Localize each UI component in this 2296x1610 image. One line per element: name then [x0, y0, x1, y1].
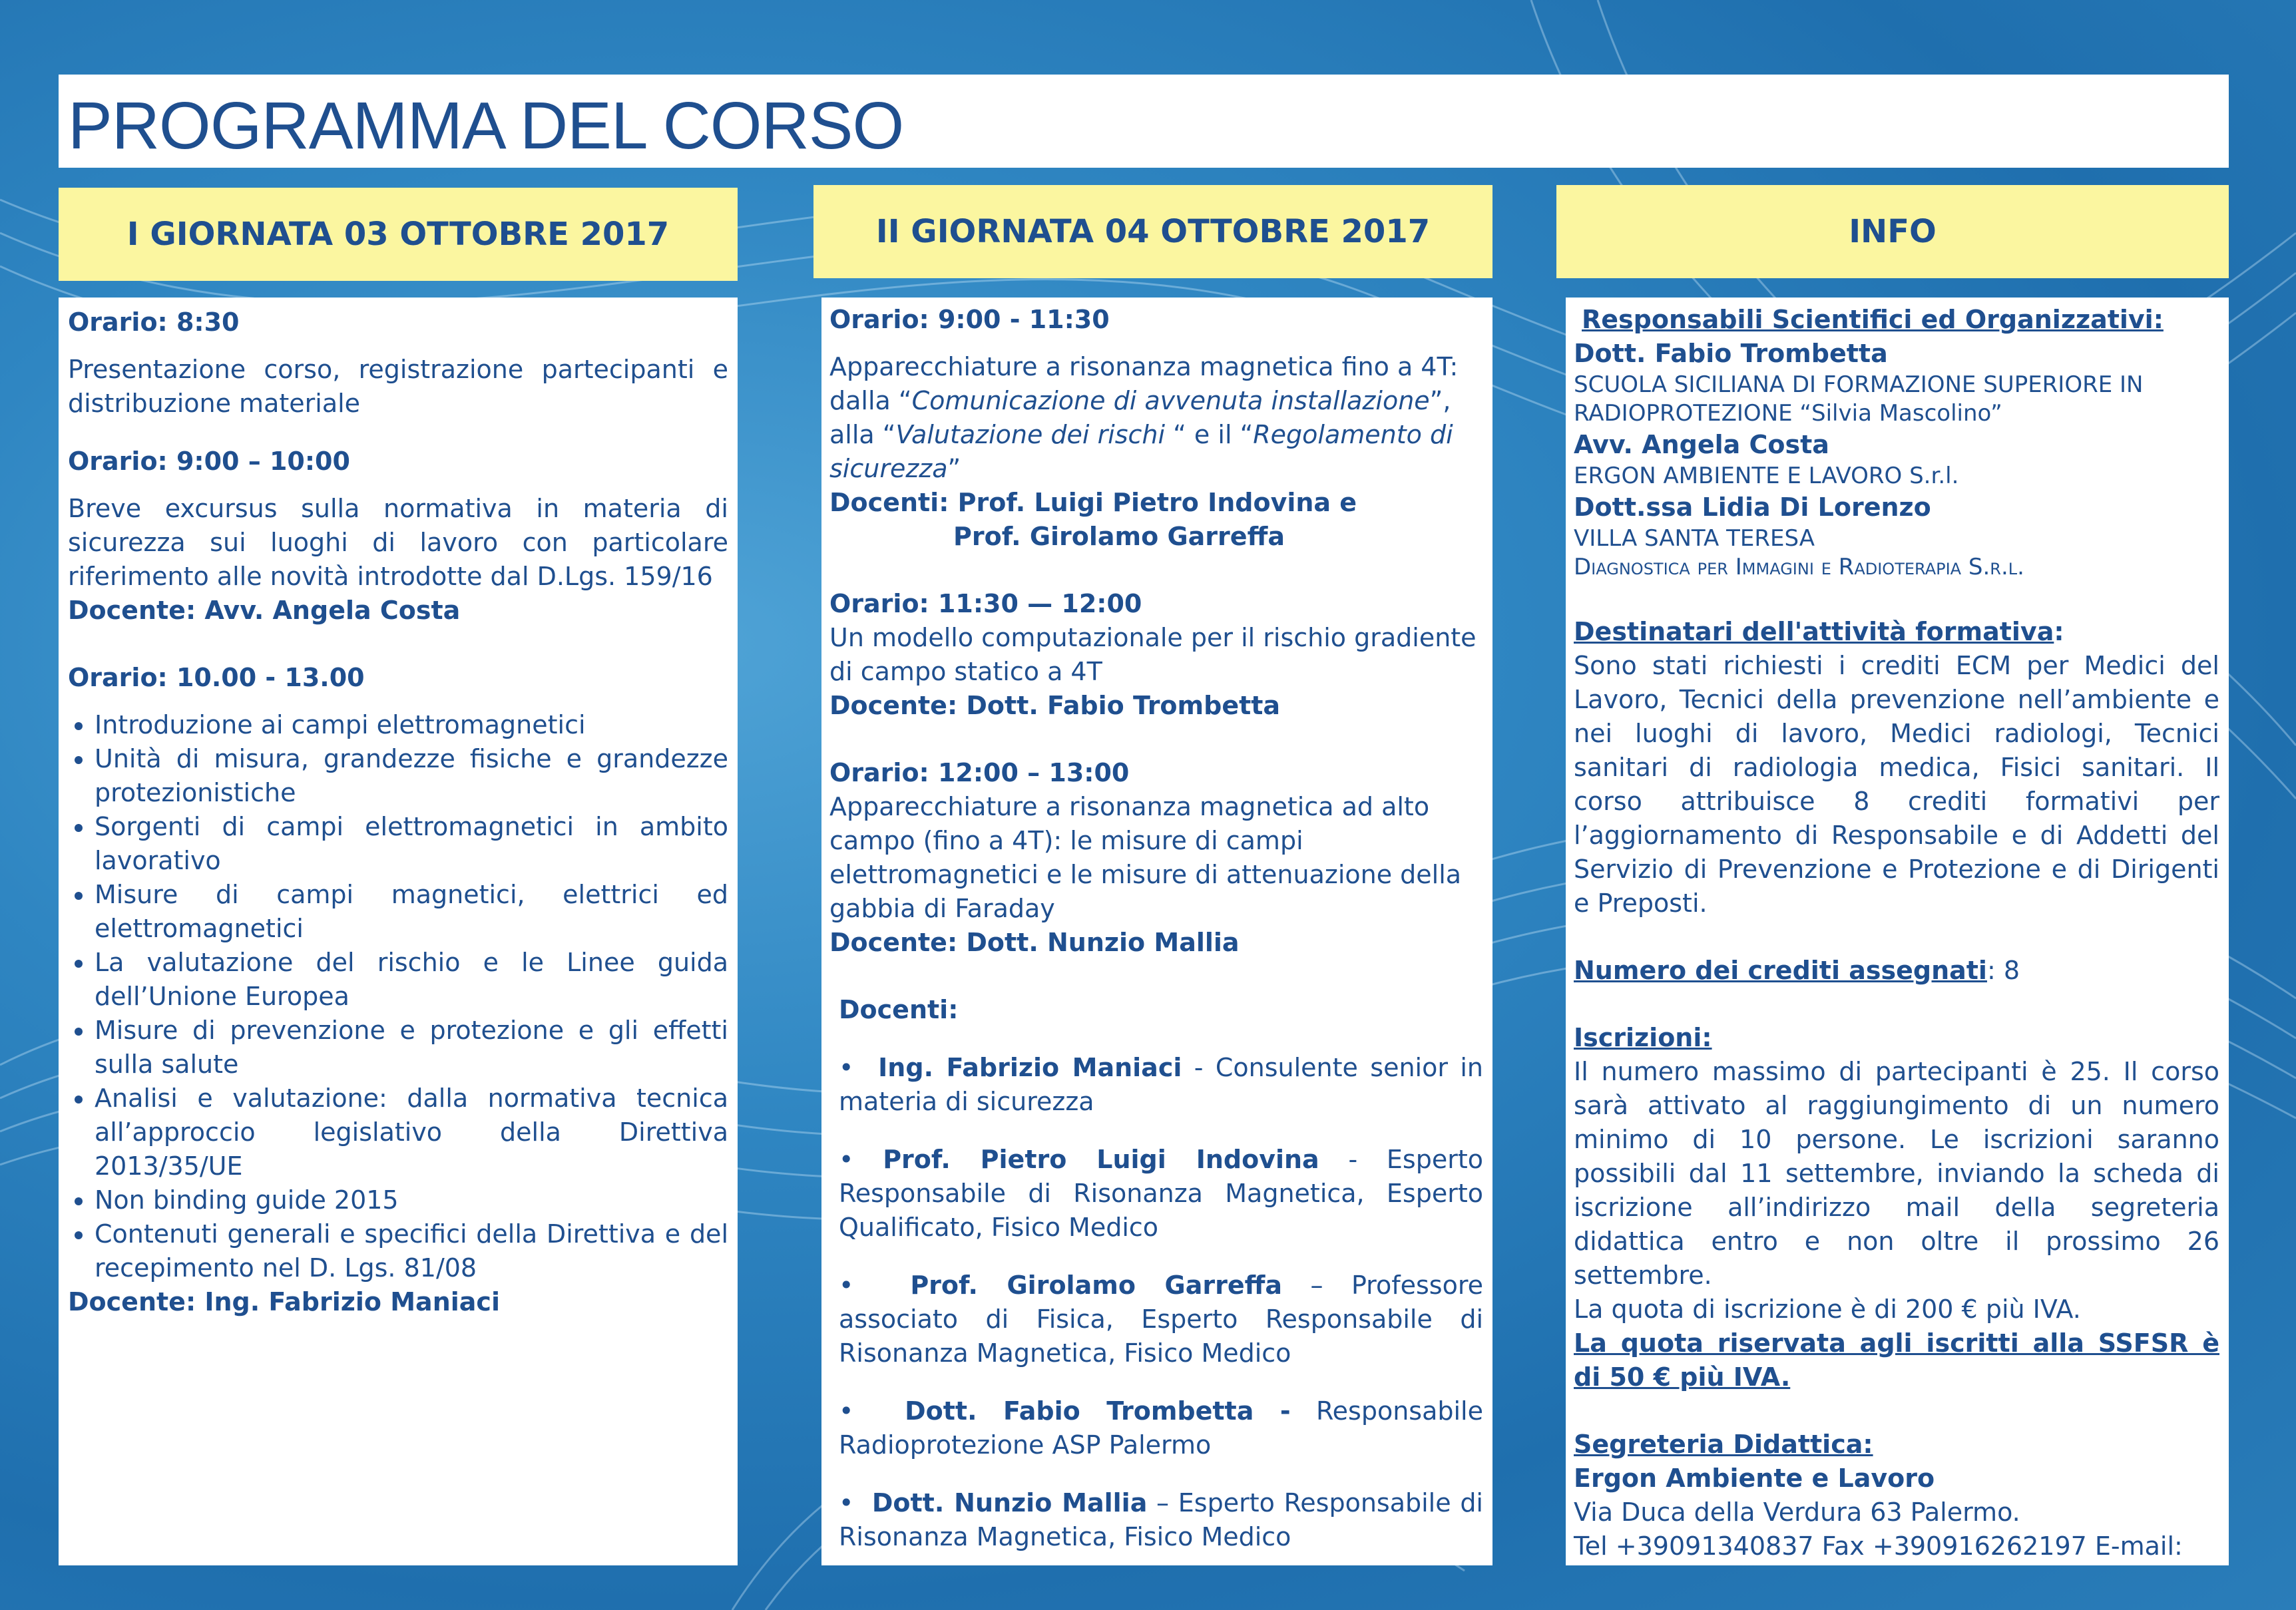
list-item: • Introduzione ai campi elettromagnetici: [95, 708, 728, 742]
day1-panel: [59, 298, 738, 1565]
info-person-name: Avv. Angela Costa: [1574, 430, 1829, 459]
docente-name: Dott. Nunzio Mallia: [871, 1488, 1148, 1517]
info-credits: [1574, 954, 2219, 988]
docente-name: Dott. Fabio Trombetta -: [905, 1396, 1291, 1426]
info-dest-heading: [1574, 615, 2219, 649]
docente-name: Ing. Fabrizio Maniaci: [878, 1053, 1182, 1082]
list-item: • La valutazione del rischio e le Linee guida dell’Unione Europea: [95, 946, 728, 1014]
docente-desc: – Professore associato di Fisica, Esperto Responsabile di Risonanza Magnetica, Fisico Medico: [839, 1271, 1483, 1368]
text-fragment: “ e il “: [1165, 420, 1254, 449]
docenti-title: Docenti:: [839, 995, 959, 1024]
docente-entry: • Dott. Nunzio Mallia – Esperto Responsabile di Risonanza Magnetica, Fisico Medico: [839, 1488, 1483, 1551]
info-seg-contacts: Tel +39091340837 Fax +390916262197 E-mail:: [1574, 1531, 2183, 1561]
day2-s1-line1: Apparecchiature a risonanza magnetica fino a 4T:: [829, 352, 1459, 381]
info-quota: La quota di iscrizione è di 200 € più IVA.: [1574, 1295, 2081, 1324]
day2-s3-time: Orario: 12:00 – 13:00: [829, 758, 1130, 787]
text-fragment: ”: [947, 454, 961, 483]
info-person-org: RADIOPROTEZIONE “Silvia Mascolino”: [1574, 400, 2002, 427]
info-iscr-text: Il numero massimo di partecipanti è 25. Il corso sarà attivato al raggiungimento di un numero minimo di 10 persone. Le iscrizioni saranno possibili dal 11 settembre, inviando la scheda di iscrizione all’indirizzo mail della segreteria didattica entro e non oltre il prossimo 26 settembre.: [1574, 1057, 2219, 1290]
day1-s2-text: Breve excursus sulla normativa in materia di sicurezza sui luoghi di lavoro con particolare riferimento alle novità introdotte dal D.Lgs. 159/16: [68, 494, 728, 591]
info-quota-ssfsr: La quota riservata agli iscritti alla SSFSR è di 50 € più IVA.: [1574, 1328, 2219, 1392]
docenti-section: [829, 993, 1483, 1554]
list-item: • Misure di prevenzione e protezione e gli effetti sulla salute: [95, 1014, 728, 1082]
docente-desc: – Esperto Responsabile di Risonanza Magnetica, Fisico Medico: [839, 1488, 1483, 1551]
docente-entry: • Prof. Girolamo Garreffa – Professore associato di Fisica, Esperto Responsabile di Risonanza Magnetica, Fisico Medico: [839, 1271, 1483, 1368]
day2-s2-time: Orario: 11:30 — 12:00: [829, 589, 1142, 618]
info-credits-value: : 8: [1986, 956, 2020, 985]
docente-desc: Responsabile Radioprotezione ASP Palermo: [839, 1396, 1483, 1460]
day1-s2-time: Orario: 9:00 – 10:00: [68, 447, 350, 476]
info-dest-title: Destinatari dell'attività formativa: [1574, 617, 2054, 646]
docente-name: Prof. Girolamo Garreffa: [910, 1271, 1283, 1300]
header-day1: I GIORNATA 03 OTTOBRE 2017: [59, 188, 738, 281]
info-credits-label: Numero dei crediti assegnati: [1574, 956, 1987, 985]
info-seg-name: Ergon Ambiente e Lavoro: [1574, 1464, 1935, 1493]
info-dest-text: Sono stati richiesti i crediti ECM per Medici del Lavoro, Tecnici della prevenzione nell’ambiente e nei luoghi di lavoro, Medici radiologi, Tecnici sanitari di radiologia medica, Fisici sanitari. Il corso attribuisce 8 crediti formativi per l’aggiornamento di Responsabile e di Addetti del Servizio di Prevenzione e Protezione e di Dirigenti e Preposti.: [1574, 651, 2219, 918]
info-panel: [1566, 298, 2229, 1565]
day1-s1-time: Orario: 8:30: [68, 307, 240, 337]
docente-entry: • Ing. Fabrizio Maniaci - Consulente senior in materia di sicurezza: [839, 1053, 1483, 1116]
info-person-org: VILLA SANTA TERESA: [1574, 525, 1815, 552]
day2-s3-text: Apparecchiature a risonanza magnetica ad alto campo (fino a 4T): le misure di campi elettromagnetici e le misure di attenuazione della gabbia di Faraday: [829, 792, 1462, 923]
page-title: PROGRAMMA DEL CORSO: [68, 89, 904, 163]
day1-s1-text: Presentazione corso, registrazione partecipanti e distribuzione materiale: [68, 355, 728, 418]
day2-s3-teacher: Docente: Dott. Nunzio Mallia: [829, 928, 1240, 957]
info-resp-title: Responsabili Scientifici ed Organizzativi:: [1582, 305, 2164, 334]
italic-fragment: Valutazione dei rischi: [895, 420, 1166, 449]
list-item: • Analisi e valutazione: dalla normativa tecnica all’approccio legislativo della Direttiva 2013/35/UE: [95, 1082, 728, 1183]
day2-panel: [821, 298, 1492, 1565]
day2-s2-text: Un modello computazionale per il rischio gradiente di campo statico a 4T: [829, 623, 1477, 686]
italic-fragment: Comunicazione di avvenuta installazione: [911, 386, 1430, 415]
info-person-name: Dott. Fabio Trombetta: [1574, 339, 1888, 368]
docente-entry: • Dott. Fabio Trombetta - Responsabile Radioprotezione ASP Palermo: [839, 1396, 1483, 1460]
day1-s2-teacher: Docente: Avv. Angela Costa: [68, 596, 461, 625]
docente-name: Prof. Pietro Luigi Indovina: [883, 1145, 1319, 1174]
list-item: • Misure di campi magnetici, elettrici ed elettromagnetici: [95, 878, 728, 946]
text-fragment: ”, alla “: [829, 386, 1451, 449]
list-item: • Non binding guide 2015: [95, 1183, 728, 1217]
docente-desc: - Consulente senior in materia di sicurezza: [839, 1053, 1483, 1116]
header-day2: II GIORNATA 04 OTTOBRE 2017: [813, 185, 1492, 278]
info-person-name: Dott.ssa Lidia Di Lorenzo: [1574, 493, 1931, 522]
list-item: • Unità di misura, grandezze fisiche e grandezze protezionistiche: [95, 742, 728, 810]
title-bar: [59, 75, 2229, 168]
list-item: • Contenuti generali e specifici della Direttiva e del recepimento nel D. Lgs. 81/08: [95, 1217, 728, 1285]
info-person-org: ERGON AMBIENTE E LAVORO S.r.l.: [1574, 463, 1959, 489]
day2-s1-teachers: Docenti: Prof. Luigi Pietro Indovina e: [829, 488, 1357, 517]
day2-s1-time: Orario: 9:00 - 11:30: [829, 305, 1110, 334]
docente-entry: • Prof. Pietro Luigi Indovina - Esperto Responsabile di Risonanza Magnetica, Esperto Qualificato, Fisico Medico: [839, 1145, 1484, 1242]
info-person-org: SCUOLA SICILIANA DI FORMAZIONE SUPERIORE IN: [1574, 371, 2144, 398]
day2-s1-description: [829, 384, 1483, 486]
info-seg-title: Segreteria Didattica:: [1574, 1430, 1873, 1459]
docente-desc: - Esperto Responsabile di Risonanza Magnetica, Esperto Qualificato, Fisico Medico: [839, 1145, 1484, 1242]
day2-s1-teachers-2: Prof. Girolamo Garreffa: [953, 522, 1285, 551]
header-info: INFO: [1556, 185, 2229, 278]
colon: :: [2054, 617, 2064, 646]
info-seg-address: Via Duca della Verdura 63 Palermo.: [1574, 1498, 2020, 1527]
text-fragment: dalla “: [829, 386, 912, 415]
info-iscr-title: Iscrizioni:: [1574, 1023, 1712, 1052]
day1-s3-time: Orario: 10.00 - 13.00: [68, 663, 365, 692]
day2-s2-teacher: Docente: Dott. Fabio Trombetta: [829, 691, 1281, 720]
list-item: • Sorgenti di campi elettromagnetici in ambito lavorativo: [95, 810, 728, 878]
italic-fragment: Regolamento di sicurezza: [829, 420, 1453, 483]
info-person-org: Diagnostica per Immagini e Radioterapia S.r.l.: [1574, 554, 2024, 580]
day1-topic-list: [68, 708, 728, 1285]
day1-s3-teacher: Docente: Ing. Fabrizio Maniaci: [68, 1287, 500, 1316]
